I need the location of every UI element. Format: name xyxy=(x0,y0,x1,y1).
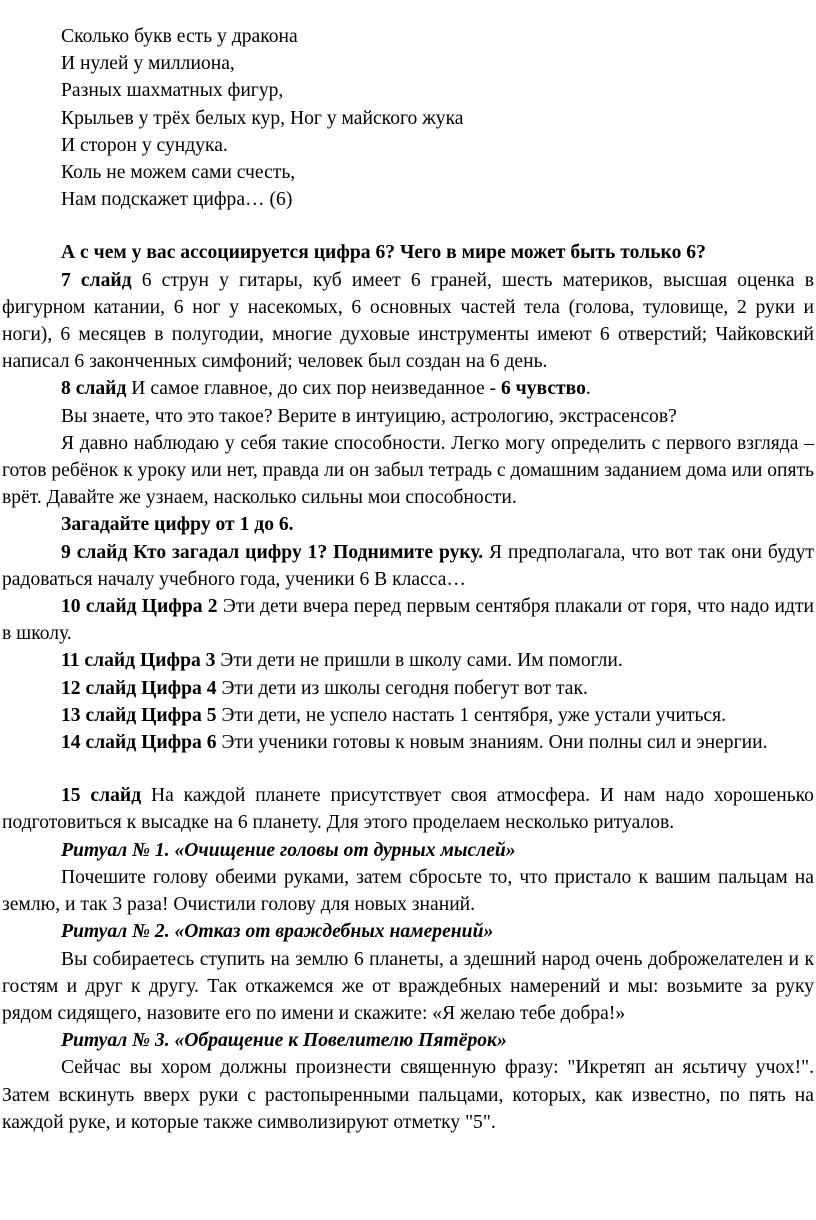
slide-9-label: 9 слайд Кто загадал цифру 1? Поднимите руку. xyxy=(61,541,484,563)
slide-13-label: 13 слайд Цифра 5 xyxy=(61,704,217,726)
poem-line: Нам подскажет цифра… (6) xyxy=(61,189,293,211)
slide-11-text: Эти дети не пришли в школу сами. Им помогли. xyxy=(215,650,623,672)
association-question xyxy=(2,239,814,266)
slide-14-label: 14 слайд Цифра 6 xyxy=(61,732,217,754)
ritual-1-title-text: Ритуал № 1. «Очищение головы от дурных мыслей» xyxy=(61,839,516,861)
slide-9-text: Я предполагала, что вот так они будут радоваться началу учебного года, ученики 6 В класса… xyxy=(2,541,814,590)
ritual-3-text: Сейчас вы хором должны произнести священную фразу: "Икретяп ан ясьтичу учох!". Затем вскинуть вверх руки с растопыренными пальцами, которых, как известно, по пять на каждой руке, и которые также символизируют отметку "5". xyxy=(2,1057,814,1133)
document-page xyxy=(0,23,816,1136)
blank-line xyxy=(2,756,814,782)
slide-12-text: Эти дети из школы сегодня побегут вот так. xyxy=(216,677,588,699)
slide-7-text: 6 струн у гитары, куб имеет 6 граней, шесть материков, высшая оценка в фигурном катании, 6 ног у насекомых, 6 основных частей тела (голова, туловище, 2 руки и ноги), 6 месяцев в полугодии, многие духовые инструменты имеют 6 отверстий; Чайковский написал 6 законченных симфоний; человек был создан на 6 день. xyxy=(2,269,814,373)
poem-line: Коль не можем сами счесть, xyxy=(61,162,296,184)
ritual-3-title-text: Ритуал № 3. «Обращение к Повелителю Пятёрок» xyxy=(61,1030,507,1052)
slide-7-paragraph xyxy=(2,267,814,376)
ritual-3-title xyxy=(2,1027,814,1054)
think-of-number-text: Загадайте цифру от 1 до 6. xyxy=(61,514,294,536)
abilities-paragraph: Я давно наблюдаю у себя такие способности. Легко могу определить с первого взгляда – готов ребёнок к уроку или нет, правда ли он забыл тетрадь с домашним заданием дома или опять врёт. Давайте же узнаем, насколько сильны мои способности. xyxy=(2,432,814,509)
slide-15-text: На каждой планете присутствует своя атмосфера. И нам надо хорошенько подготовиться к высадке на 6 планету. Для этого проделаем несколько ритуалов. xyxy=(2,785,814,834)
slide-10-paragraph xyxy=(2,593,814,647)
poem-line: И нулей у миллиона, xyxy=(61,53,235,75)
slide-11-paragraph xyxy=(2,647,814,674)
poem-line: Разных шахматных фигур, xyxy=(61,80,284,102)
slide-14-text: Эти ученики готовы к новым знаниям. Они полны сил и энергии. xyxy=(216,732,768,754)
slide-14-paragraph xyxy=(2,729,814,756)
slide-7-label: 7 слайд xyxy=(61,269,132,291)
ritual-1-text: Почешите голову обеими руками, затем сбросьте то, что пристало к вашим пальцам на землю, и так 3 раза! Очистили голову для новых знаний. xyxy=(2,866,814,916)
slide-8-label: 8 слайд xyxy=(61,378,127,400)
slide-11-label: 11 слайд Цифра 3 xyxy=(61,650,216,672)
ritual-2-title-text: Ритуал № 2. «Отказ от враждебных намерений» xyxy=(61,921,494,943)
slide-9-paragraph xyxy=(2,539,814,593)
slide-15-paragraph xyxy=(2,782,814,836)
slide-8-paragraph xyxy=(2,375,814,402)
slide-13-paragraph xyxy=(2,702,814,729)
ritual-2-title xyxy=(2,918,814,945)
ritual-2-text: Вы собираетесь ступить на землю 6 планеты, а здешний народ очень доброжелателен и к гостям и друг к другу. Так откажемся же от враждебных намерений и мы: возьмите за руку рядом сидящего, назовите его по имени и скажите: «Я желаю тебе добра!» xyxy=(2,948,814,1024)
slide-10-text: Эти дети вчера перед первым сентября плакали от горя, что надо идти в школу. xyxy=(2,596,814,645)
question-text: А с чем у вас ассоциируется цифра 6? Чего в мире может быть только 6? xyxy=(61,242,706,264)
poem-line: Сколько букв есть у дракона xyxy=(61,26,298,47)
think-of-number-paragraph xyxy=(2,511,814,538)
ritual-1-title xyxy=(2,837,814,864)
sixth-sense-term: 6 чувство xyxy=(500,378,586,400)
slide-10-label: 10 слайд Цифра 2 xyxy=(61,596,218,618)
poem-line: И сторон у сундука. xyxy=(61,134,228,156)
slide-15-label: 15 слайд xyxy=(61,785,142,807)
slide-13-text: Эти дети, не успело настать 1 сентября, уже устали учиться. xyxy=(216,704,727,726)
poem-line: Крыльев у трёх белых кур, Ног у майского жука xyxy=(61,107,464,129)
slide-12-paragraph xyxy=(2,675,814,702)
poem xyxy=(2,23,814,213)
slide-12-label: 12 слайд Цифра 4 xyxy=(61,677,217,699)
slide-8-text: И самое главное, до сих пор неизведанное - xyxy=(126,378,501,400)
intuition-paragraph: Вы знаете, что это такое? Верите в интуицию, астрологию, экстрасенсов? xyxy=(61,405,677,427)
blank-line xyxy=(2,213,814,239)
slide-8-dot: . xyxy=(585,378,591,400)
